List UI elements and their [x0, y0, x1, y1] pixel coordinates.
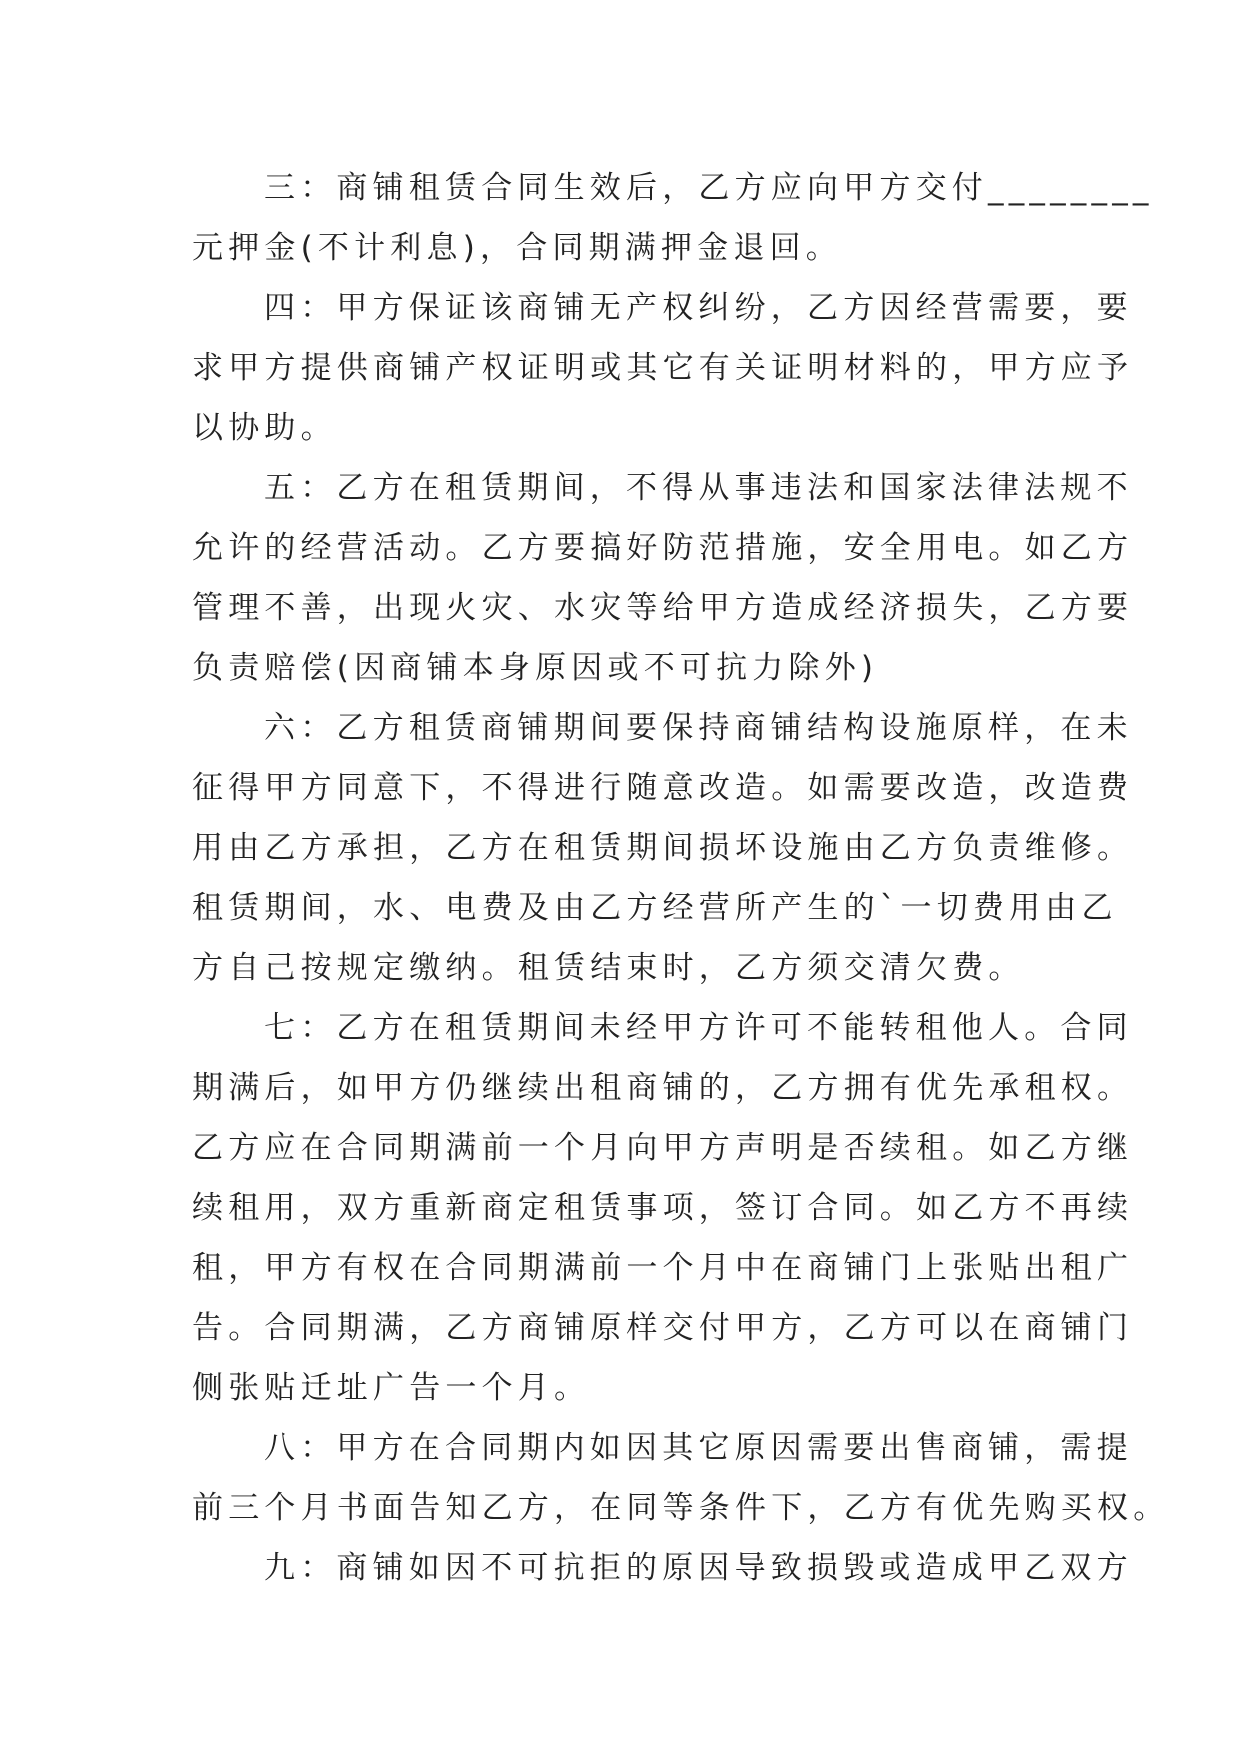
clause-line: 租赁期间，水、电费及由乙方经营所产生的`一切费用由乙 — [192, 890, 1118, 926]
clause-line: 四：甲方保证该商铺无产权纠纷，乙方因经营需要，要 — [264, 290, 1133, 326]
clause-line: 前三个月书面告知乙方，在同等条件下，乙方有优先购买权。 — [192, 1490, 1170, 1526]
clause-line: 续租用，双方重新商定租赁事项，签订合同。如乙方不再续 — [192, 1190, 1134, 1226]
clause-line: 乙方应在合同期满前一个月向甲方声明是否续租。如乙方继 — [192, 1130, 1134, 1166]
clause-line: 求甲方提供商铺产权证明或其它有关证明材料的，甲方应予 — [192, 350, 1134, 386]
clause-line: 告。合同期满，乙方商铺原样交付甲方，乙方可以在商铺门 — [192, 1310, 1134, 1346]
clause-line: 七：乙方在租赁期间未经甲方许可不能转租他人。合同 — [264, 1010, 1133, 1046]
clause-line: 九：商铺如因不可抗拒的原因导致损毁或造成甲乙双方 — [264, 1550, 1133, 1586]
clause-line: 六：乙方租赁商铺期间要保持商铺结构设施原样，在未 — [264, 710, 1133, 746]
clause-line: 租，甲方有权在合同期满前一个月中在商铺门上张贴出租广 — [192, 1250, 1134, 1286]
clause-line: 八：甲方在合同期内如因其它原因需要出售商铺，需提 — [264, 1430, 1133, 1466]
clause-line: 五：乙方在租赁期间，不得从事违法和国家法律法规不 — [264, 470, 1133, 506]
clause-line: 以协助。 — [192, 410, 337, 446]
clause-line: 征得甲方同意下，不得进行随意改造。如需要改造，改造费 — [192, 770, 1134, 806]
clause-six — [192, 698, 1134, 998]
clause-line: 元押金(不计利息)，合同期满押金退回。 — [192, 230, 842, 266]
clause-line: 用由乙方承担，乙方在租赁期间损坏设施由乙方负责维修。 — [192, 830, 1134, 866]
clause-line: 方自己按规定缴纳。租赁结束时，乙方须交清欠费。 — [192, 950, 1025, 986]
clause-five — [192, 458, 1134, 698]
clause-nine — [192, 1538, 1133, 1598]
clause-line: 允许的经营活动。乙方要搞好防范措施，安全用电。如乙方 — [192, 530, 1134, 566]
clause-line: 侧张贴迁址广告一个月。 — [192, 1370, 591, 1406]
clause-eight — [192, 1418, 1170, 1538]
clause-four — [192, 278, 1134, 458]
clause-line: 管理不善，出现火灾、水灾等给甲方造成经济损失，乙方要 — [192, 590, 1134, 626]
clause-seven — [192, 998, 1134, 1418]
document-body — [192, 158, 1170, 1598]
clause-line: 期满后，如甲方仍继续出租商铺的，乙方拥有优先承租权。 — [192, 1070, 1134, 1106]
clause-line: 三：商铺租赁合同生效后，乙方应向甲方交付________ — [264, 170, 1154, 206]
clause-three — [192, 158, 1154, 278]
clause-line: 负责赔偿(因商铺本身原因或不可抗力除外) — [192, 650, 879, 686]
